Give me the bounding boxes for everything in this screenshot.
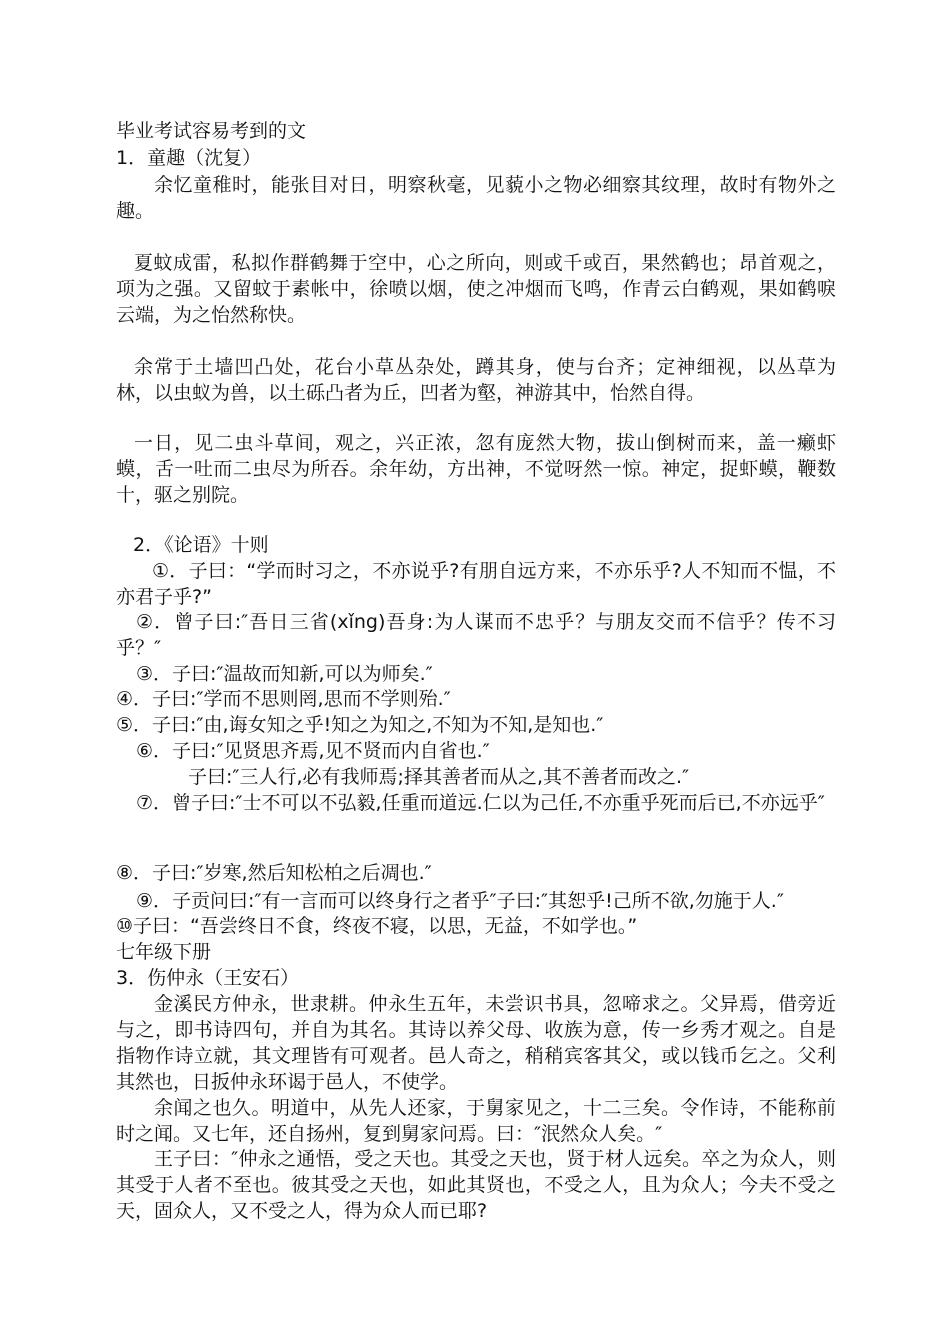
paragraph-tongqu-3: 余常于土墙凹凸处，花台小草丛杂处，蹲其身，使与台齐；定神细视，以丛草为林，以虫蚁为兽，以土砾凸者为丘，凹者为壑，神游其中，怡然自得。 [116,356,836,404]
lunyu-item-7: ⑦．曾子曰:″士不可以不弘毅,任重而道远.仁以为己任,不亦重乎死而后已,不亦远乎″ [136,792,825,814]
lunyu-item-6: ⑥．子曰:″见贤思齐焉,见不贤而内自省也.″ [136,740,490,762]
paragraph-tongqu-2: 夏蚊成雷，私拟作群鹤舞于空中，心之所向，则或千或百，果然鹤也；昂首观之，项为之强。又留蚊于素帐中，徐喷以烟，使之冲烟而飞鸣，作青云白鹤观，果如鹤唳云端，为之怡然称快。 [116,252,836,326]
lunyu-item-6-continued: 子曰:″三人行,必有我师焉;择其善者而从之,其不善者而改之.″ [188,766,690,788]
lunyu-item-9: ⑨．子贡问曰:″有一言而可以终身行之者乎″子曰:″其恕乎!己所不欲,勿施于人.″ [136,890,784,912]
paragraph-tongqu-1: 余忆童稚时，能张目对日，明察秋毫，见藐小之物必细察其纹理，故时有物外之趣。 [116,174,836,222]
paragraph-tongqu-4: 一日，见二虫斗草间，观之，兴正浓，忽有庞然大物，拔山倒树而来，盖一癞虾蟆，舌一吐而二虫尽为所吞。余年幼，方出神，不觉呀然一惊。神定，捉虾蟆，鞭数十，驱之别院。 [116,432,836,506]
section-heading-lunyu: 2．《论语》十则 [133,534,269,556]
lunyu-item-3: ③．子曰:″温故而知新,可以为师矣.″ [136,663,433,685]
lunyu-item-8: ⑧．子曰:″岁寒,然后知松柏之后凋也.″ [116,862,432,884]
lunyu-item-2: ②．曾子曰:″吾日三省(xǐng)吾身:为人谋而不忠乎？与朋友交而不信乎？传不习乎？″ [116,611,836,659]
lunyu-item-4: ④．子曰:″学而不思则罔,思而不学则殆.″ [116,688,451,710]
paragraph-shangzhongyong-2: 余闻之也久。明道中，从先人还家，于舅家见之，十二三矣。令作诗，不能称前时之闻。又七年，还自扬州，复到舅家问焉。曰：″泯然众人矣。″ [116,1097,836,1145]
grade-heading: 七年级下册 [116,941,212,963]
document-title: 毕业考试容易考到的文 [116,120,307,142]
lunyu-item-5: ⑤．子曰:″由,诲女知之乎!知之为知之,不知为不知,是知也.″ [116,714,604,736]
section-heading-tongqu: 1．童趣（沈复） [116,147,262,169]
paragraph-shangzhongyong-3: 王子曰：″仲永之通悟，受之天也。其受之天也，贤于材人远矣。卒之为众人，则其受于人者不至也。彼其受之天也，如此其贤也，不受之人，且为众人；今夫不受之天，固众人，又不受之人，得为众人而已耶? [116,1148,836,1222]
section-heading-shangzhongyong: 3．伤仲永（王安石） [116,967,300,989]
lunyu-item-1: ①．子曰：“学而时习之，不亦说乎?有朋自远方来，不亦乐乎?人不知而不愠，不亦君子乎?” [116,560,836,608]
lunyu-item-10: ⑩子曰：“吾尝终日不食，终夜不寝，以思，无益，不如学也。” [116,915,638,937]
paragraph-shangzhongyong-1: 金溪民方仲永，世隶耕。仲永生五年，未尝识书具，忽啼求之。父异焉，借旁近与之，即书诗四句，并自为其名。其诗以养父母、收族为意，传一乡秀才观之。自是指物作诗立就，其文理皆有可观者。邑人奇之，稍稍宾客其父，或以钱币乞之。父利其然也，日扳仲永环谒于邑人，不使学。 [116,993,836,1093]
